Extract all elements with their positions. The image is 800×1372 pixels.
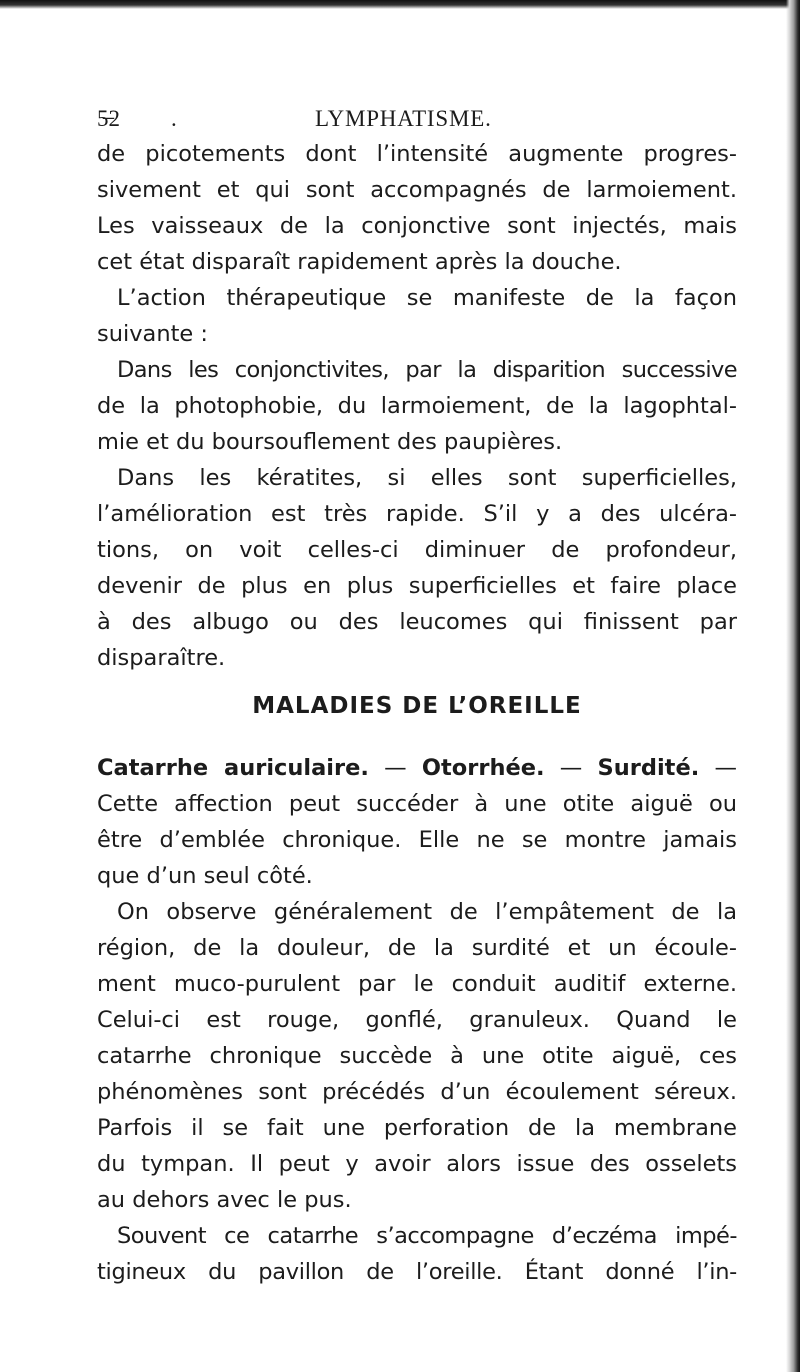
- text-line: L’action thérapeutique se manifeste de la façon: [117, 285, 737, 311]
- page-top-edge-shadow: [0, 0, 800, 9]
- text-line: Souvent ce catarrhe s’accompagne d’eczéma impé-: [117, 1223, 737, 1249]
- text-line: suivante :: [97, 321, 208, 347]
- text-line: l’amélioration est très rapide. S’il y a des ulcéra-: [97, 501, 737, 527]
- text-line: catarrhe chronique succède à une otite aiguë, ces: [97, 1043, 737, 1069]
- text-line: Celui-ci est rouge, gonflé, granuleux. Quand le: [97, 1007, 737, 1033]
- text-line: de la photophobie, du larmoiement, de la lagophtal-: [97, 393, 737, 419]
- text-line: tions, on voit celles-ci diminuer de profondeur,: [97, 537, 737, 563]
- text-line: que d’un seul côté.: [97, 863, 313, 889]
- text-line: de picotements dont l’intensité augmente progres-: [97, 141, 737, 167]
- text-line: devenir de plus en plus superficielles et faire place: [97, 573, 737, 599]
- page-binding-edge: [786, 0, 800, 1372]
- running-head: [97, 104, 727, 134]
- text-line: Parfois il se fait une perforation de la membrane: [97, 1115, 737, 1141]
- text-line: à des albugo ou des leucomes qui finissent par: [97, 609, 737, 635]
- text-line: tigineux du pavillon de l’oreille. Étant donné l’in-: [97, 1259, 737, 1285]
- text-line: phénomènes sont précédés d’un écoulement séreux.: [97, 1079, 737, 1105]
- text-line: ment muco-purulent par le conduit auditif externe.: [97, 971, 737, 997]
- section-heading: MALADIES DE L’OREILLE: [252, 693, 582, 719]
- subheading-catarrhe: Catarrhe auriculaire.: [97, 755, 369, 781]
- text-line: être d’emblée chronique. Elle ne se montre jamais: [97, 827, 737, 853]
- text-line: du tympan. Il peut y avoir alors issue des osselets: [97, 1151, 737, 1177]
- text-line: au dehors avec le pus.: [97, 1187, 352, 1213]
- page-number: 5̶2: [97, 106, 120, 131]
- text-line: disparaître.: [97, 645, 226, 671]
- subheading-separator: —: [368, 755, 422, 781]
- text-line: région, de la douleur, de la surdité et un écoule-: [97, 935, 737, 961]
- text-line: sivement et qui sont accompagnés de larmoiement.: [97, 177, 737, 203]
- text-line: Dans les kératites, si elles sont superficielles,: [117, 465, 737, 491]
- running-head-separator: .: [171, 106, 177, 131]
- text-line: mie et du boursouflement des paupières.: [97, 429, 563, 455]
- text-line: On observe généralement de l’empâtement de la: [117, 899, 737, 925]
- text-line: Dans les conjonctivites, par la disparition successive: [117, 357, 737, 383]
- subheading-otorrhee: Otorrhée.: [421, 755, 545, 781]
- text-line: cet état disparaît rapidement après la douche.: [97, 249, 622, 275]
- subheading-surdite: Surdité.: [597, 755, 700, 781]
- text-line: Cette affection peut succéder à une otite aiguë ou: [97, 791, 737, 817]
- subheading-separator: —: [699, 755, 737, 781]
- text-line: Les vaisseaux de la conjonctive sont injectés, mais: [97, 213, 737, 239]
- running-head-title: LYMPHATISME.: [315, 106, 492, 131]
- subheading-line: [97, 750, 737, 786]
- subheading-separator: —: [544, 755, 598, 781]
